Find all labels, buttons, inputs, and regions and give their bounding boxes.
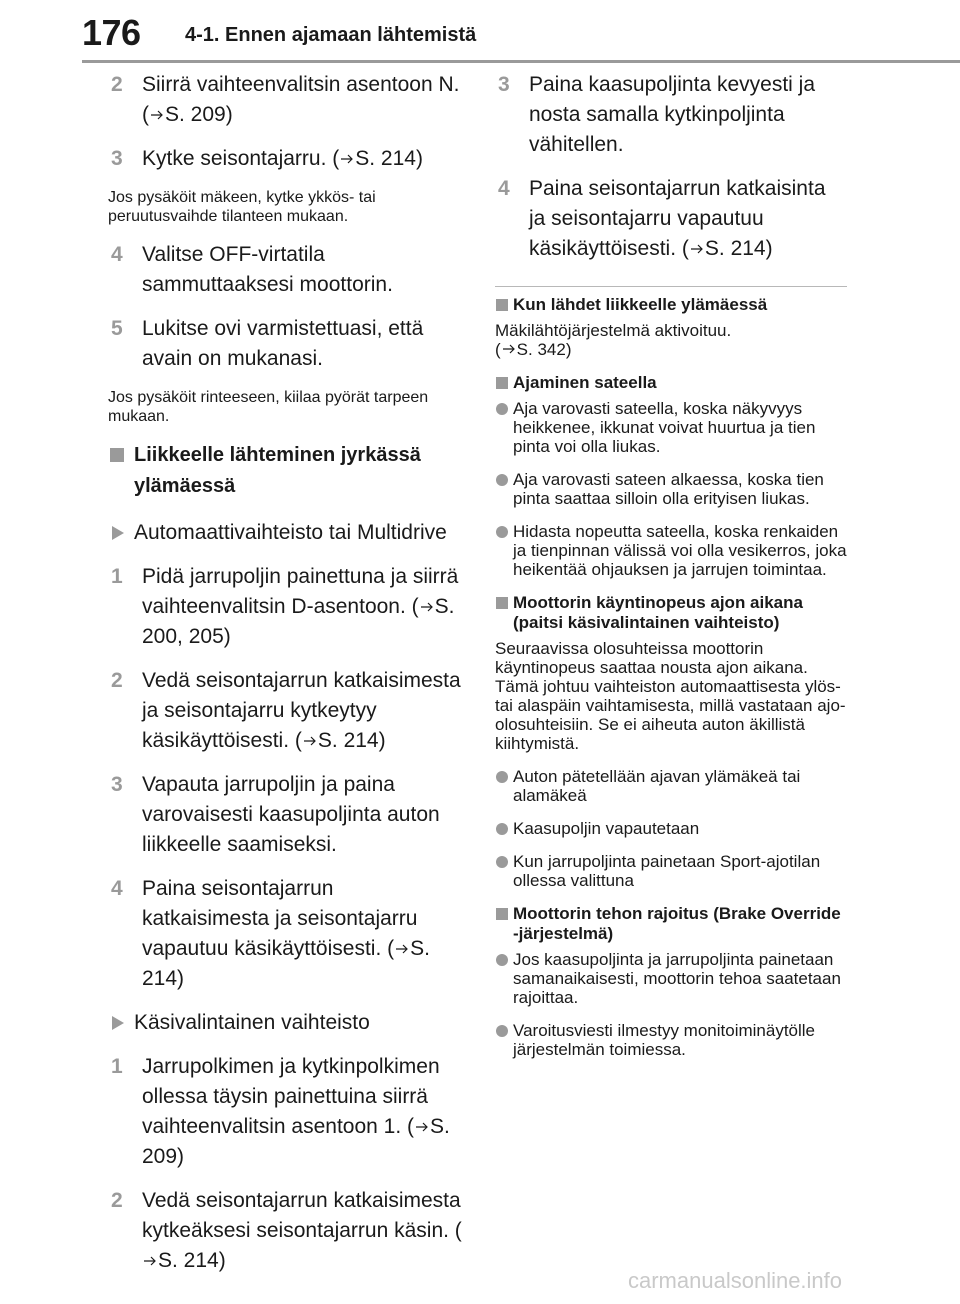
step-number: 2 [111, 669, 123, 692]
step-text: Vedä seisontajarrun katkaisimesta kytkeäksesi seisontajarrun käsin. ( [142, 1189, 462, 1242]
bullet-item [495, 767, 847, 805]
page-reference-link[interactable]: S. 342) [516, 340, 572, 359]
step-number: 1 [111, 565, 123, 588]
paragraph-text: Mäkilähtöjärjestelmä aktivoituu. [495, 321, 732, 340]
square-bullet-icon [496, 597, 508, 609]
step-item [495, 70, 847, 160]
step-number: 2 [111, 73, 123, 96]
arrow-right-icon [415, 1122, 429, 1132]
step-item [108, 314, 463, 374]
arrow-right-icon [143, 1256, 157, 1266]
section-title: 4-1. Ennen ajamaan lähtemistä [185, 24, 477, 46]
arrow-right-icon [150, 110, 164, 120]
bullet-text: Aja varovasti sateella, koska näkyvyys heikkenee, ikkunat voivat huurtua ja tien pinta voi olla liukas. [513, 399, 816, 456]
circle-bullet-icon [496, 1025, 508, 1037]
bullet-item [495, 852, 847, 890]
bullet-item [495, 950, 847, 1007]
step-item [108, 1186, 463, 1276]
heading-text: Kun lähdet liikkeelle ylämäessä [513, 295, 768, 314]
step-text: Kytke seisontajarru. ( [142, 147, 340, 170]
page-reference-link[interactable]: S. 214) [317, 729, 386, 752]
step-text: Paina kaasupoljinta kevyesti ja nosta samalla kytkinpoljinta vähitellen. [529, 73, 816, 156]
watermark-text: carmanualsonline.info [628, 1268, 843, 1293]
circle-bullet-icon [496, 954, 508, 966]
step-item [108, 240, 463, 300]
left-column [108, 70, 463, 1290]
step-number: 3 [111, 147, 123, 170]
info-heading [495, 373, 847, 393]
page-reference-link[interactable]: S. 209) [165, 103, 233, 126]
info-heading [495, 904, 847, 944]
circle-bullet-icon [496, 771, 508, 783]
circle-bullet-icon [496, 474, 508, 486]
triangle-icon [112, 526, 124, 540]
info-heading [495, 295, 847, 315]
step-text: Paina seisontajarrun katkaisinta ja seisontajarru vapautuu käsikäyttöisesti. ( [529, 177, 826, 260]
arrow-right-icon [395, 944, 409, 954]
bullet-text: Hidasta nopeutta sateella, koska renkaiden ja tienpinnan välissä voi olla vesikerros, joka heikentää ohjauksen ja jarrujen toimintaa. [513, 522, 847, 579]
step-number: 2 [111, 1189, 123, 1212]
bullet-item [495, 522, 847, 579]
square-bullet-icon [496, 908, 508, 920]
heading-text: Ajaminen sateella [513, 373, 657, 392]
page-reference-link[interactable]: S. 214) [704, 237, 773, 260]
subheading-text: Käsivalintainen vaihteisto [134, 1011, 370, 1034]
arrow-right-icon [303, 736, 317, 746]
bullet-item [495, 1021, 847, 1059]
bullet-text: Kun jarrupoljinta painetaan Sport-ajotilan ollessa valittuna [513, 852, 821, 890]
bullet-item [495, 819, 847, 838]
step-number: 4 [111, 877, 123, 900]
procedure-subheading [108, 1008, 463, 1038]
arrow-right-icon [690, 244, 704, 254]
bullet-item [495, 470, 847, 508]
step-number: 1 [111, 1055, 123, 1078]
step-text: Vapauta jarrupoljin ja paina varovaisesti kaasupoljinta auton liikkeelle saamiseksi. [142, 773, 440, 856]
bullet-text: Jos kaasupoljinta ja jarrupoljinta painetaan samanaikaisesti, moottorin tehoa saatetaan rajoittaa. [513, 950, 841, 1007]
header-divider [82, 60, 960, 63]
page-reference-link[interactable]: S. 214) [158, 1249, 226, 1272]
heading-text: Moottorin käyntinopeus ajon aikana (paitsi käsivalintainen vaihteisto) [513, 593, 803, 632]
arrow-right-icon [502, 344, 516, 354]
step-number: 3 [498, 73, 510, 96]
arrow-right-icon [420, 602, 434, 612]
step-item [108, 874, 463, 994]
square-bullet-icon [110, 448, 124, 462]
step-text: Lukitse ovi varmistettuasi, että avain on mukanasi. [142, 317, 424, 370]
step-item [108, 770, 463, 860]
note-text: Jos pysäköit rinteeseen, kiilaa pyörät tarpeen mukaan. [108, 389, 429, 425]
subsection-heading [108, 440, 463, 502]
step-item [108, 144, 463, 174]
step-text: Pidä jarrupoljin painettuna ja siirrä vaihteenvalitsin D-asentoon. ( [142, 565, 459, 618]
note-text: Jos pysäköit mäkeen, kytke ykkös- tai peruutusvaihde tilanteen mukaan. [108, 189, 376, 225]
page-reference-link[interactable]: S. 200, 205) [142, 595, 455, 648]
heading-text: Moottorin tehon rajoitus (Brake Override -järjestelmä) [513, 904, 841, 943]
step-number: 5 [111, 317, 123, 340]
triangle-icon [112, 1016, 124, 1030]
step-item [108, 70, 463, 130]
step-item [108, 1052, 463, 1172]
info-paragraph: Mäkilähtöjärjestelmä aktivoituu. ( S. 342) [495, 321, 732, 359]
step-text: Siirrä vaihteenvalitsin asentoon N. ( [142, 73, 460, 126]
circle-bullet-icon [496, 403, 508, 415]
step-number: 4 [498, 177, 510, 200]
page-reference-link[interactable]: S. 214) [142, 937, 430, 990]
circle-bullet-icon [496, 856, 508, 868]
subheading-text: Automaattivaihteisto tai Multidrive [134, 521, 447, 544]
heading-text: Liikkeelle lähteminen jyrkässä ylämäessä [134, 444, 421, 497]
bullet-text: Varoitusviesti ilmestyy monitoiminäytölle järjestelmän toimiessa. [513, 1021, 816, 1059]
info-heading [495, 593, 847, 633]
square-bullet-icon [496, 377, 508, 389]
section-divider [495, 286, 847, 287]
step-text: Paina seisontajarrun katkaisimesta ja seisontajarru vapautuu käsikäyttöisesti. ( [142, 877, 418, 960]
step-item [495, 174, 847, 264]
step-number: 3 [111, 773, 123, 796]
square-bullet-icon [496, 299, 508, 311]
step-text: Valitse OFF-virtatila sammuttaaksesi moottorin. [142, 243, 393, 296]
circle-bullet-icon [496, 526, 508, 538]
step-item [108, 562, 463, 652]
page-number: 176 [82, 12, 141, 53]
circle-bullet-icon [496, 823, 508, 835]
step-text: Vedä seisontajarrun katkaisimesta ja seisontajarru kytkeytyy käsikäyttöisesti. ( [142, 669, 461, 752]
page-reference-link[interactable]: S. 214) [355, 147, 423, 170]
procedure-subheading [108, 518, 463, 548]
page-reference-link[interactable]: S. 209) [142, 1115, 450, 1168]
bullet-item [495, 399, 847, 456]
bullet-text: Aja varovasti sateen alkaessa, koska tien pinta saattaa silloin olla erityisen liukas. [513, 470, 824, 508]
bullet-text: Auton pätetellään ajavan ylämäkeä tai alamäkeä [513, 767, 801, 805]
bullet-text: Kaasupoljin vapautetaan [513, 819, 700, 838]
right-column [495, 70, 847, 1073]
step-item [108, 666, 463, 756]
step-number: 4 [111, 243, 123, 266]
info-paragraph: Seuraavissa olosuhteissa moottorin käyntinopeus saattaa nousta ajon aikana. Tämä johtuu vaihteiston automaattisesta ylös- tai alaspäin vaihtamisesta, millä vastataan ajo-olosuhteisiin. Se ei aiheuta auton äkillistä kiihtymistä. [495, 639, 846, 753]
page-header [0, 0, 960, 64]
arrow-right-icon [340, 154, 354, 164]
step-text: Jarrupolkimen ja kytkinpolkimen ollessa täysin painettuina siirrä vaihteenvalitsin asentoon 1. ( [142, 1055, 440, 1138]
